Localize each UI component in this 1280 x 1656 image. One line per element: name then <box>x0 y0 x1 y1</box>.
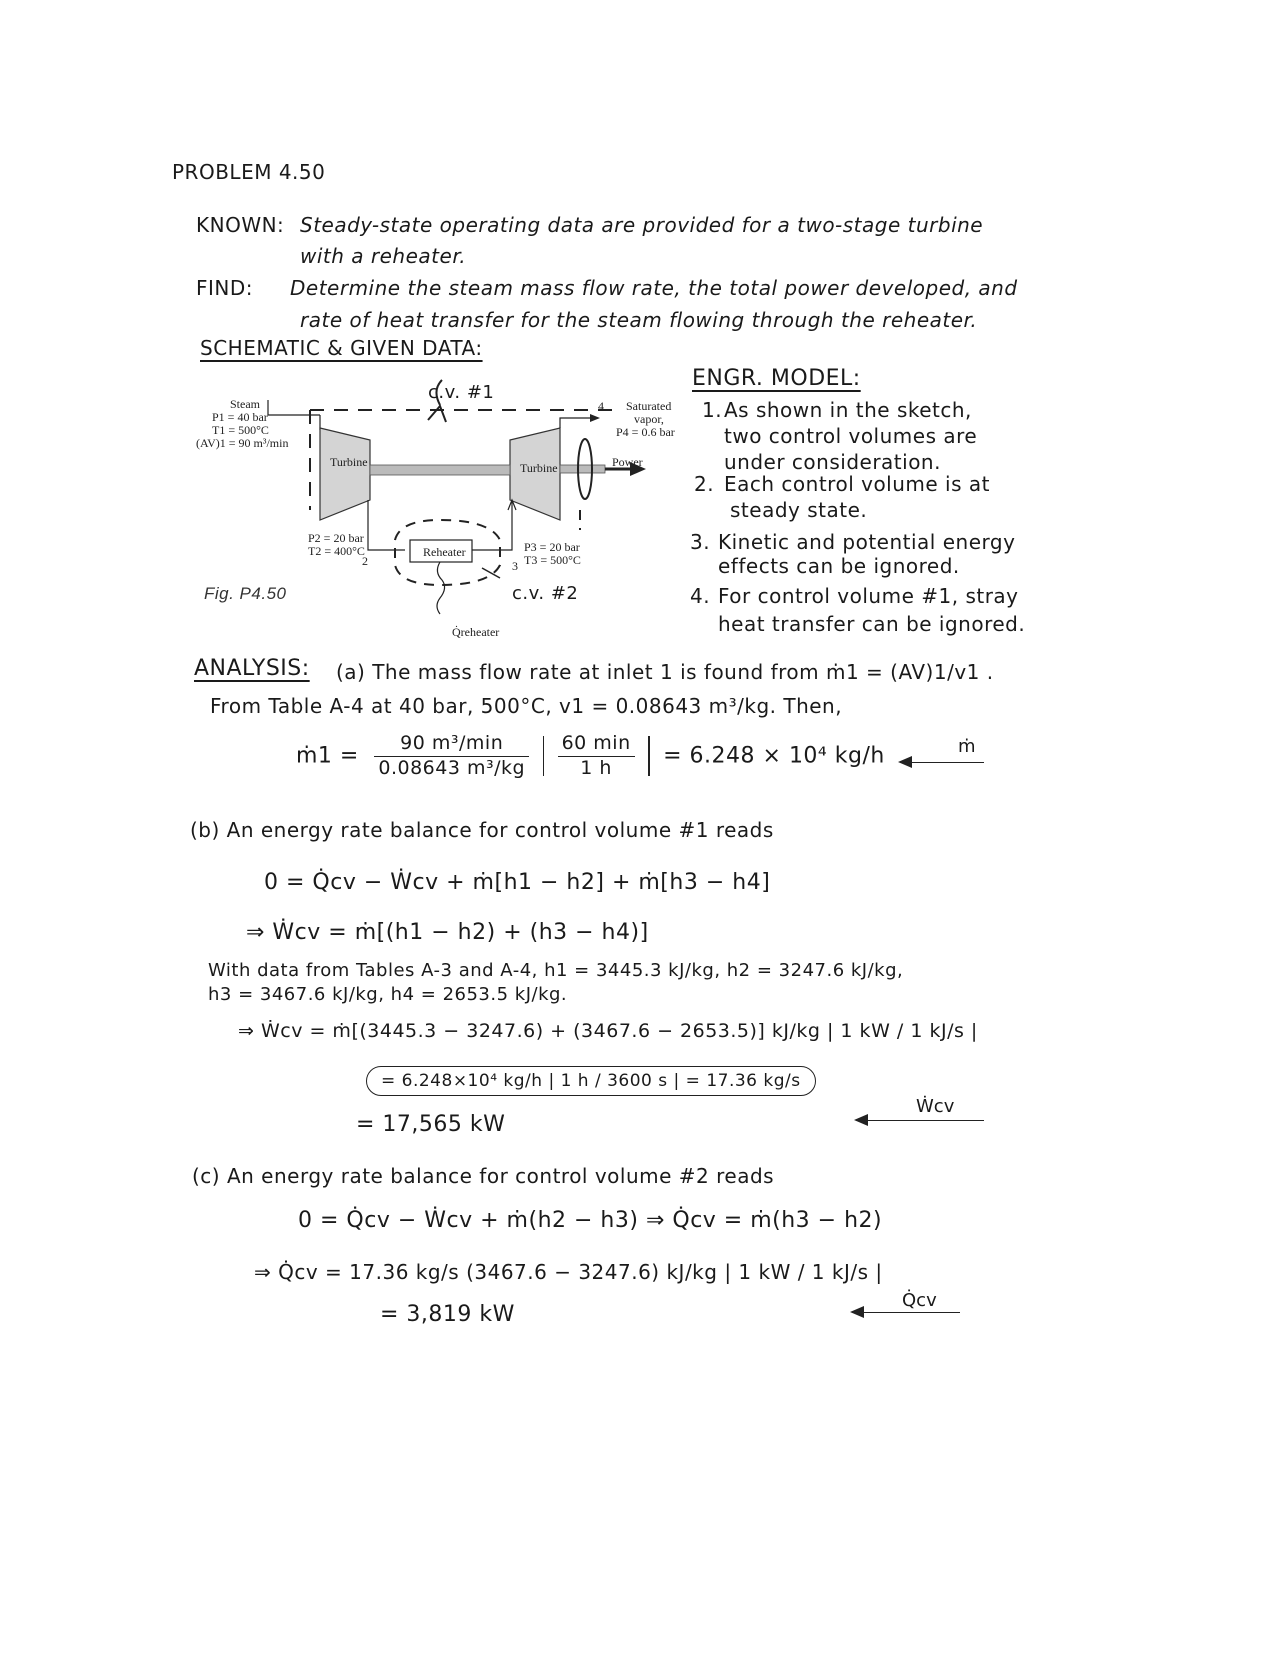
model-item-4-num: 4. <box>690 584 711 608</box>
a-answer-arrow <box>900 762 984 763</box>
p4-label: P4 = 0.6 bar <box>616 425 675 439</box>
analysis-c-result: = 3,819 kW <box>380 1302 515 1327</box>
state2-label: 2 <box>362 554 368 568</box>
b-answer-tag: Ẇcv <box>916 1096 955 1117</box>
power-label: Power <box>612 455 643 469</box>
p1-label: P1 = 40 bar <box>212 410 268 424</box>
model-item-3-line2: effects can be ignored. <box>718 554 960 578</box>
model-item-4-line2: heat transfer can be ignored. <box>718 612 1026 636</box>
model-item-2-num: 2. <box>694 472 715 496</box>
av1-label: (AV)1 = 90 m³/min <box>196 436 289 450</box>
analysis-b-data2: h3 = 3467.6 kJ/kg, h4 = 2653.5 kJ/kg. <box>208 984 568 1005</box>
analysis-b-line1: (b) An energy rate balance for control volume #1 reads <box>190 818 774 842</box>
model-item-1-num: 1. <box>702 398 723 422</box>
state4-label: 4 <box>598 399 604 413</box>
find-line2: rate of heat transfer for the steam flowing through the reheater. <box>300 308 978 332</box>
sat-vapor-label-1: Saturated <box>626 399 672 413</box>
find-line1: Determine the steam mass flow rate, the total power developed, and <box>290 276 1018 300</box>
problem-title: PROBLEM 4.50 <box>172 160 326 184</box>
a-eq-conv-denominator: 1 h <box>580 756 612 779</box>
cv2-label: c.v. #2 <box>512 583 579 604</box>
analysis-a-line2: From Table A-4 at 40 bar, 500°C, v1 = 0.08643 m³/kg. Then, <box>210 694 843 718</box>
a-eq-numerator: 90 m³/min <box>374 732 529 757</box>
a-eq-fraction <box>374 732 529 781</box>
model-item-4-line1: For control volume #1, stray <box>718 584 1019 608</box>
q-reheater-label: Q̇reheater <box>452 625 500 639</box>
figure-label: Fig. P4.50 <box>204 584 287 603</box>
analysis-b-result: = 17,565 kW <box>356 1112 506 1137</box>
analysis-a-line1: (a) The mass flow rate at inlet 1 is found from ṁ1 = (AV)1/v1 . <box>336 660 994 684</box>
find-label: FIND: <box>196 276 254 300</box>
t1-label: T1 = 500°C <box>212 423 269 437</box>
model-item-2-line1: Each control volume is at <box>724 472 990 496</box>
turbine2-label: Turbine <box>520 461 558 475</box>
a-answer-tag: ṁ <box>958 736 976 757</box>
a-eq-denominator: 0.08643 m³/kg <box>378 756 526 779</box>
analysis-c-eq2: ⇒ Q̇cv = 17.36 kg/s (3467.6 − 3247.6) kJ/kg | 1 kW / 1 kJ/s | <box>254 1260 883 1284</box>
model-item-3-num: 3. <box>690 530 711 554</box>
t2-label: T2 = 400°C <box>308 544 365 558</box>
analysis-b-eq1: 0 = Q̇cv − Ẇcv + ṁ[h1 − h2] + ṁ[h3 − h4] <box>264 870 771 895</box>
c-answer-tag: Q̇cv <box>902 1290 937 1311</box>
p2-label: P2 = 20 bar <box>308 531 364 545</box>
p3-label: P3 = 20 bar <box>524 540 580 554</box>
model-item-1-line3: under consideration. <box>724 450 941 474</box>
a-eq-bar <box>543 736 545 776</box>
c-answer-arrow <box>852 1312 960 1313</box>
known-line2: with a reheater. <box>300 244 467 268</box>
a-eq-lhs: ṁ1 = <box>296 743 359 769</box>
cv1-label: c.v. #1 <box>428 382 495 403</box>
model-item-1-line1: As shown in the sketch, <box>724 398 972 422</box>
a-eq-conversion <box>558 732 635 781</box>
known-line1: Steady-state operating data are provided for a two-stage turbine <box>300 213 984 237</box>
b-answer-arrow <box>856 1120 984 1121</box>
state3-label: 3 <box>512 559 518 573</box>
a-eq-conv-numerator: 60 min <box>558 732 635 757</box>
model-item-2-line2: steady state. <box>730 498 868 522</box>
model-item-3-line1: Kinetic and potential energy <box>718 530 1016 554</box>
steam-label: Steam <box>230 397 260 411</box>
analysis-heading: ANALYSIS: <box>194 656 310 681</box>
analysis-c-line1: (c) An energy rate balance for control volume #2 reads <box>192 1164 775 1188</box>
reheater-label: Reheater <box>423 545 466 559</box>
analysis-b-data1: With data from Tables A-3 and A-4, h1 = 3445.3 kJ/kg, h2 = 3247.6 kJ/kg, <box>208 960 904 981</box>
turbine1-label: Turbine <box>330 455 368 469</box>
known-label: KNOWN: <box>196 213 285 237</box>
mass-flow-conversion-bubble: = 6.248×10⁴ kg/h | 1 h / 3600 s | = 17.36 kg/s <box>366 1066 816 1096</box>
analysis-b-eq2: ⇒ Ẇcv = ṁ[(h1 − h2) + (h3 − h4)] <box>246 920 649 945</box>
a-eq-bar-2 <box>648 736 650 776</box>
model-item-1-line2: two control volumes are <box>724 424 978 448</box>
analysis-c-eq1: 0 = Q̇cv − Ẇcv + ṁ(h2 − h3) ⇒ Q̇cv = ṁ(h3 − h2) <box>298 1208 883 1233</box>
a-eq-result: = 6.248 × 10⁴ kg/h <box>663 743 885 769</box>
t3-label: T3 = 500°C <box>524 553 581 567</box>
analysis-a-equation <box>296 732 885 781</box>
analysis-b-eq3: ⇒ Ẇcv = ṁ[(3445.3 − 3247.6) + (3467.6 − 2653.5)] kJ/kg | 1 kW / 1 kJ/s | <box>238 1020 978 1042</box>
sat-vapor-label-2: vapor, <box>634 412 664 426</box>
schematic-heading: SCHEMATIC & GIVEN DATA: <box>200 336 483 360</box>
engr-model-heading: ENGR. MODEL: <box>692 366 861 391</box>
